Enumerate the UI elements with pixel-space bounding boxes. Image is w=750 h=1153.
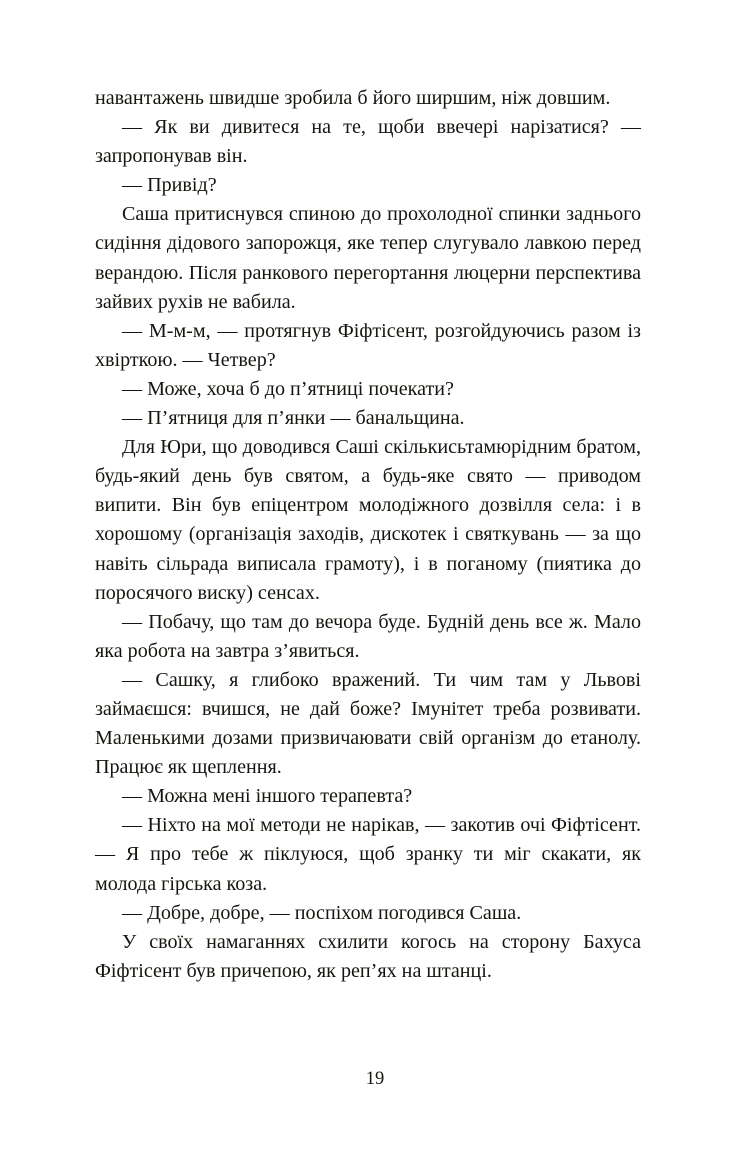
page-text-block	[95, 84, 641, 986]
paragraph-dialogue: — Можна мені іншого терапевта?	[122, 785, 413, 808]
paragraph-narrative: У своїх намаганнях схилити когось на сторону Бахуса Фіфтісент був причепою, як реп’ях на штанці.	[95, 930, 641, 982]
paragraph-dialogue: — Може, хоча б до п’ятниці почекати?	[122, 377, 454, 400]
paragraph-narrative: Саша притиснувся спиною до прохолодної спинки заднього сидіння дідового запорожця, яке тепер слугувало лавкою перед верандою. Після ранкового перегортання люцерни перспектива зайвих рухів не вабила.	[95, 203, 641, 313]
paragraph-dialogue: — Добре, добре, — поспіхом погодився Саша.	[122, 901, 522, 924]
paragraph-dialogue: — Сашку, я глибоко вражений. Ти чим там у Львові займаєшся: вчишся, не дай боже? Імунітет треба розвивати. Маленькими дозами призвичаювати свій організм до етанолу. Працює як щеплення.	[95, 668, 641, 779]
paragraph-dialogue: — П’ятниця для п’янки — банальщина.	[122, 407, 465, 430]
paragraph-dialogue: — Привід?	[122, 174, 217, 197]
paragraph-continuation: навантажень швидше зробила б його ширшим, ніж довшим.	[95, 87, 611, 109]
page-number: 19	[365, 1069, 385, 1089]
paragraph-dialogue: — Ніхто на мої методи не нарікав, — закотив очі Фіфтісент. — Я про тебе ж піклуюся, щоб зранку ти міг скакати, як молода гірська коза.	[95, 814, 641, 895]
paragraph-dialogue: — Як ви дивитеся на те, щоби ввечері нарізатися? — запропонував він.	[95, 116, 641, 168]
paragraph-dialogue: — Побачу, що там до вечора буде. Будній день все ж. Мало яка робота на завтра з’явиться.	[95, 610, 641, 662]
paragraph-narrative: Для Юри, що доводився Саші скількисьтамюрідним братом, будь-який день був святом, а будь-яке свято — приводом випити. Він був епіцентром молодіжного дозвілля села: і в хорошому (організація заходів, дискотек і святкувань — за що навіть сільрада виписала грамоту), і в поганому (пиятика до поросячого виску) сенсах.	[95, 436, 641, 604]
paragraph-dialogue: — М-м-м, — протягнув Фіфтісент, розгойдуючись разом із хвірткою. — Четвер?	[95, 319, 641, 371]
